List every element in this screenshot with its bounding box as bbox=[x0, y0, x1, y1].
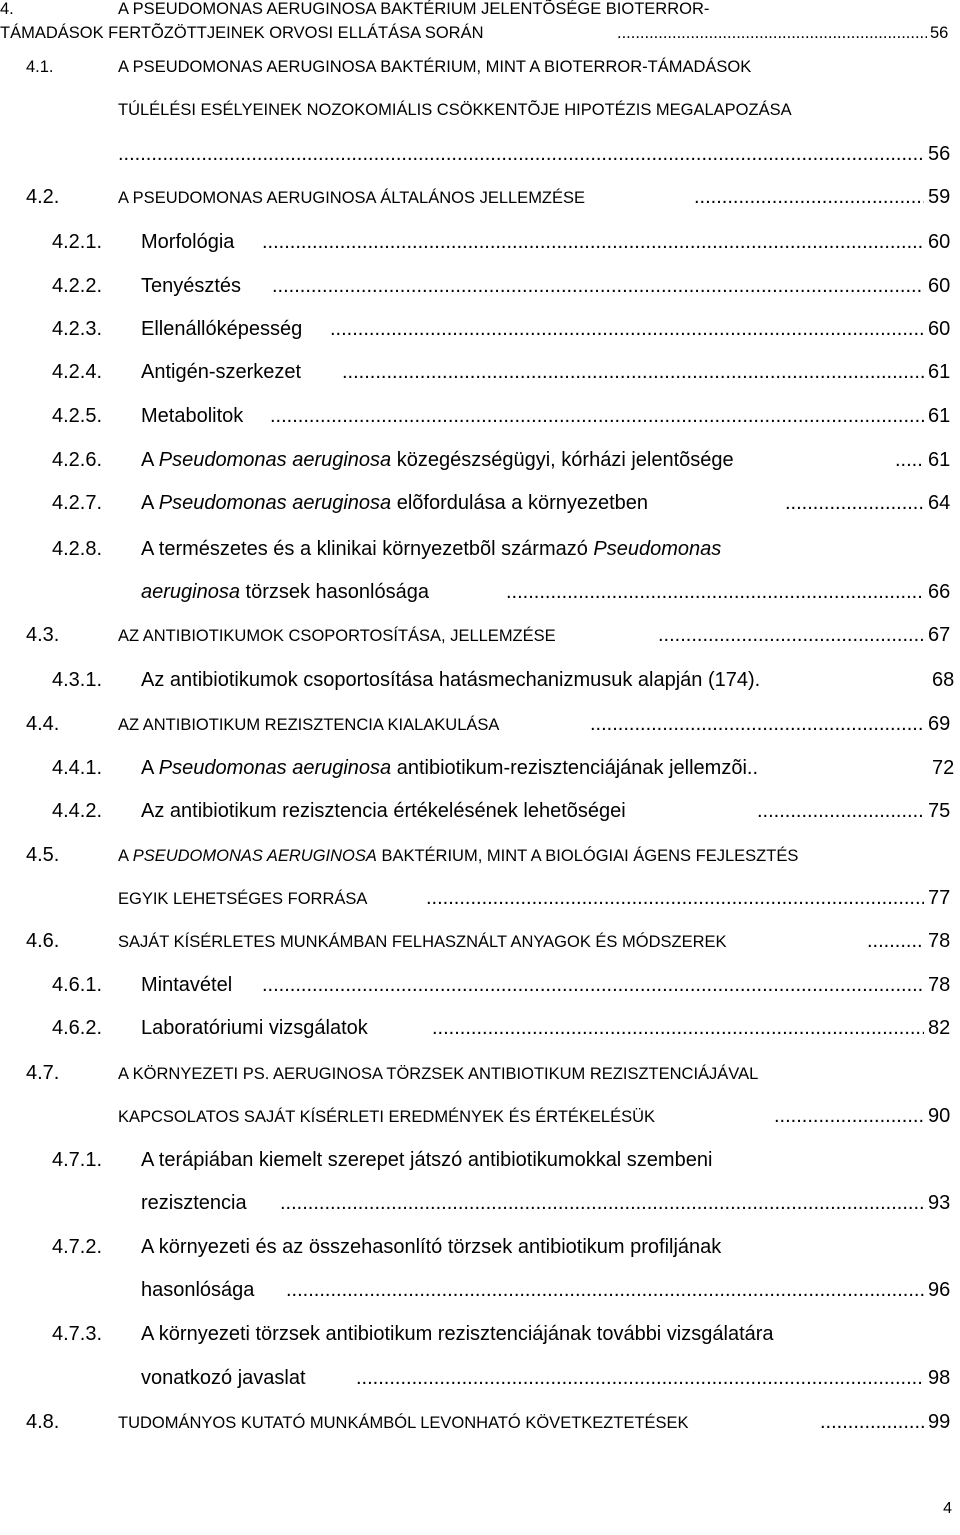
toc-number: 4.4. bbox=[26, 713, 60, 735]
toc-number: 4.6. bbox=[26, 930, 60, 952]
toc-leader-dots bbox=[757, 800, 924, 823]
toc-number: 4.5. bbox=[26, 844, 60, 866]
toc-title-line: Mintavétel bbox=[141, 974, 233, 996]
toc-number: 4.6.1. bbox=[52, 974, 103, 996]
toc-title-line: A PSEUDOMONAS AERUGINOSA BAKTÉRIUM, MINT A BIOTERROR-TÁMADÁSOK bbox=[118, 58, 752, 76]
toc-page-number: 60 bbox=[928, 231, 951, 253]
toc-number: 4.2. bbox=[26, 186, 60, 208]
toc-title-line: Antigén-szerkezet bbox=[141, 361, 302, 383]
toc-title-line: hasonlósága bbox=[141, 1279, 255, 1301]
toc-page-number: 61 bbox=[928, 405, 951, 427]
toc-leader-dots bbox=[867, 930, 924, 953]
toc-leader-dots bbox=[774, 1105, 924, 1128]
toc-number: 4.2.7. bbox=[52, 492, 103, 514]
toc-title-line: AZ ANTIBIOTIKUMOK CSOPORTOSÍTÁSA, JELLEMZÉSE bbox=[118, 627, 556, 645]
toc-page-number: 66 bbox=[928, 581, 951, 603]
toc-number: 4.2.6. bbox=[52, 449, 103, 471]
toc-number: 4.4.2. bbox=[52, 800, 103, 822]
toc-leader-dots bbox=[262, 231, 924, 254]
toc-leader-dots bbox=[506, 581, 924, 604]
toc-page-number: 67 bbox=[928, 624, 951, 646]
toc-number: 4.3.1. bbox=[52, 669, 103, 691]
toc-number: 4.8. bbox=[26, 1411, 60, 1433]
page-number-footer: 4 bbox=[943, 1500, 952, 1517]
toc-title-line: Ellenállóképesség bbox=[141, 318, 303, 340]
toc-page-number: 61 bbox=[928, 449, 951, 471]
toc-title-line: EGYIK LEHETSÉGES FORRÁSA bbox=[118, 890, 368, 908]
toc-page-number: 69 bbox=[928, 713, 951, 735]
toc-title-line: vonatkozó javaslat bbox=[141, 1367, 306, 1389]
toc-number: 4.6.2. bbox=[52, 1017, 103, 1039]
toc-page-number: 68 bbox=[932, 669, 955, 691]
toc-leader-dots bbox=[658, 624, 924, 647]
toc-number: 4.1. bbox=[26, 58, 54, 76]
toc-title-line: Az antibiotikumok csoportosítása hatásmechanizmusuk alapján (174). bbox=[141, 669, 761, 691]
toc-leader-dots bbox=[280, 1192, 924, 1215]
toc-page-number: 64 bbox=[928, 492, 951, 514]
toc-leader-dots bbox=[286, 1279, 924, 1302]
toc-title-line: A PSEUDOMONAS AERUGINOSA BAKTÉRIUM JELENTÕSÉGE BIOTERROR- bbox=[118, 0, 710, 18]
toc-number: 4.2.3. bbox=[52, 318, 103, 340]
toc-title-line: TUDOMÁNYOS KUTATÓ MUNKÁMBÓL LEVONHATÓ KÖVETKEZTETÉSEK bbox=[118, 1414, 689, 1432]
toc-title-line: A terápiában kiemelt szerepet játszó antibiotikumokkal szembeni bbox=[141, 1149, 713, 1171]
toc-title-line: AZ ANTIBIOTIKUM REZISZTENCIA KIALAKULÁSA bbox=[118, 716, 500, 734]
toc-number: 4.7. bbox=[26, 1062, 60, 1084]
toc-page-number: 78 bbox=[928, 930, 951, 952]
toc-page-number: 99 bbox=[928, 1411, 951, 1433]
toc-title-line: A KÖRNYEZETI PS. AERUGINOSA TÖRZSEK ANTIBIOTIKUM REZISZTENCIÁJÁVAL bbox=[118, 1065, 759, 1083]
toc-page-number: 59 bbox=[928, 186, 951, 208]
toc-number: 4.7.1. bbox=[52, 1149, 103, 1171]
toc-leader-dots bbox=[330, 318, 924, 341]
toc-leader-dots bbox=[432, 1017, 924, 1040]
toc-number: 4. bbox=[0, 0, 14, 18]
toc-leader-dots bbox=[272, 275, 924, 298]
toc-title-line: TÚLÉLÉSI ESÉLYEINEK NOZOKOMIÁLIS CSÖKKENTÕJE HIPOTÉZIS MEGALAPOZÁSA bbox=[118, 101, 792, 119]
toc-title-line: A természetes és a klinikai környezetbõl származó Pseudomonas bbox=[141, 538, 722, 560]
toc-number: 4.2.5. bbox=[52, 405, 103, 427]
toc-leader-dots bbox=[895, 449, 924, 472]
toc-page-number: 72 bbox=[932, 757, 955, 779]
toc-number: 4.2.1. bbox=[52, 231, 103, 253]
toc-number: 4.7.2. bbox=[52, 1236, 103, 1258]
toc-page-number: 56 bbox=[928, 143, 951, 165]
toc-number: 4.4.1. bbox=[52, 757, 103, 779]
toc-leader-dots bbox=[342, 361, 924, 384]
toc-page-number: 75 bbox=[928, 800, 951, 822]
toc-title-line: Tenyésztés bbox=[141, 275, 242, 297]
toc-leader-dots bbox=[426, 887, 924, 910]
toc-page-number: 82 bbox=[928, 1017, 951, 1039]
toc-title-line: Morfológia bbox=[141, 231, 235, 253]
toc-page-number: 56 bbox=[930, 24, 949, 42]
toc-page-number: 60 bbox=[928, 318, 951, 340]
toc-title-line: A Pseudomonas aeruginosa antibiotikum-rezisztenciájának jellemzõi.. bbox=[141, 757, 759, 779]
toc-leader-dots bbox=[694, 186, 924, 209]
toc-leader-dots bbox=[356, 1367, 924, 1390]
toc-leader-dots bbox=[617, 24, 927, 43]
toc-leader-dots bbox=[270, 405, 924, 428]
toc-title-line: A PSEUDOMONAS AERUGINOSA BAKTÉRIUM, MINT A BIOLÓGIAI ÁGENS FEJLESZTÉS bbox=[118, 847, 799, 865]
toc-number: 4.3. bbox=[26, 624, 60, 646]
toc-title-line: rezisztencia bbox=[141, 1192, 247, 1214]
toc-number: 4.2.8. bbox=[52, 538, 103, 560]
toc-page-number: 93 bbox=[928, 1192, 951, 1214]
toc-page-number: 78 bbox=[928, 974, 951, 996]
toc-title-line: Az antibiotikum rezisztencia értékelésének lehetõségei bbox=[141, 800, 626, 822]
toc-title-line: aeruginosa törzsek hasonlósága bbox=[141, 581, 429, 603]
toc-page-number: 90 bbox=[928, 1105, 951, 1127]
toc-leader-dots bbox=[262, 974, 924, 997]
toc-title-line: Metabolitok bbox=[141, 405, 244, 427]
toc-title-line: SAJÁT KÍSÉRLETES MUNKÁMBAN FELHASZNÁLT ANYAGOK ÉS MÓDSZEREK bbox=[118, 933, 727, 951]
toc-title-line: A Pseudomonas aeruginosa közegészségügyi, kórházi jelentõsége bbox=[141, 449, 734, 471]
toc-number: 4.7.3. bbox=[52, 1323, 103, 1345]
toc-leader-dots bbox=[785, 492, 924, 515]
toc-title-line: TÁMADÁSOK FERTÕZÖTTJEINEK ORVOSI ELLÁTÁSA SORÁN bbox=[0, 24, 484, 42]
toc-leader-dots bbox=[820, 1411, 924, 1434]
toc-page-number: 61 bbox=[928, 361, 951, 383]
toc-title-line: A környezeti és az összehasonlító törzsek antibiotikum profiljának bbox=[141, 1236, 722, 1258]
toc-page-number: 60 bbox=[928, 275, 951, 297]
toc-title-line: Laboratóriumi vizsgálatok bbox=[141, 1017, 368, 1039]
toc-page-number: 96 bbox=[928, 1279, 951, 1301]
toc-title-line: A PSEUDOMONAS AERUGINOSA ÁLTALÁNOS JELLEMZÉSE bbox=[118, 189, 586, 207]
toc-number: 4.2.4. bbox=[52, 361, 103, 383]
toc-title-line: A Pseudomonas aeruginosa elõfordulása a környezetben bbox=[141, 492, 649, 514]
toc-page-number: 77 bbox=[928, 887, 951, 909]
toc-title-line: KAPCSOLATOS SAJÁT KÍSÉRLETI EREDMÉNYEK ÉS ÉRTÉKELÉSÜK bbox=[118, 1108, 656, 1126]
toc-title-line: A környezeti törzsek antibiotikum rezisztenciájának további vizsgálatára bbox=[141, 1323, 774, 1345]
toc-leader-dots bbox=[590, 713, 924, 736]
toc-page-number: 98 bbox=[928, 1367, 951, 1389]
toc-leader-dots bbox=[118, 143, 924, 166]
toc-number: 4.2.2. bbox=[52, 275, 103, 297]
